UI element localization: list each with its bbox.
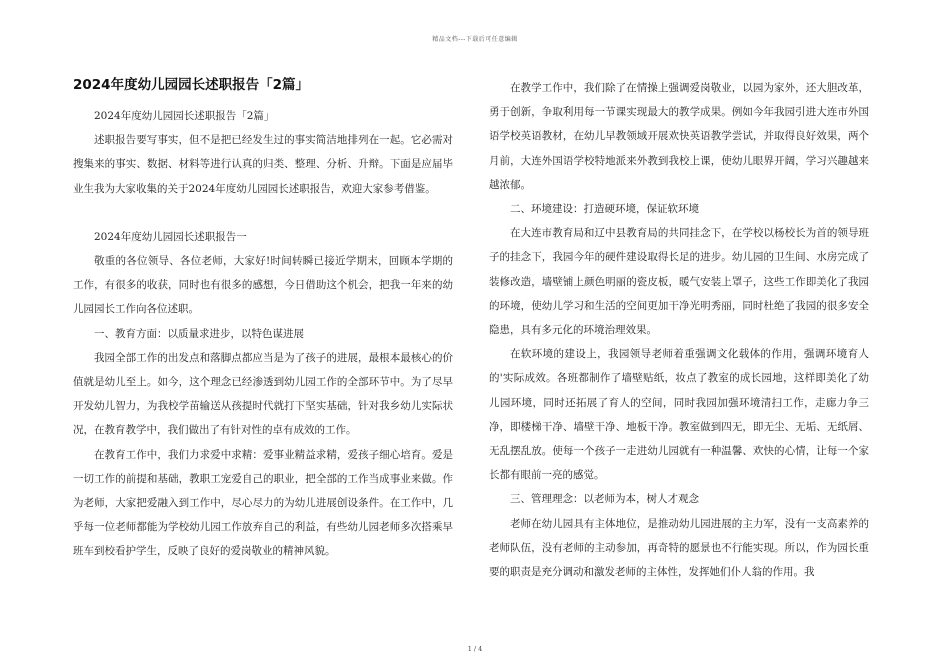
page-header: 精品文档---下载后可任意编辑 — [432, 36, 518, 43]
body-paragraph: 在教学工作中，我们除了在情操上强调爱岗敬业，以园为家外，还大胆改革，勇于创新，争取利用每一节课实现最大的教学成果。例如今年我园引进大连市外国语学校英语教材，在幼儿早教领域开展欢快英语教学尝试，并取得良好效果，两个月前，大连外国语学校特地派来外教到我校上课，使幼儿眼界开阔，学习兴趣越来越浓郁。 — [489, 82, 869, 191]
document-title: 2024年度幼儿园园长述职报告「2篇」 — [73, 77, 309, 93]
heading-management: 三、管理理念：以老师为本，树人才观念 — [510, 493, 699, 506]
heading-environment: 二、环境建设：打造硬环境，保证软环境 — [510, 203, 699, 216]
body-paragraph: 在教育工作中，我们力求爱中求精：爱事业精益求精，爱孩子细心培育。爱是一切工作的前提和基础，教职工宠爱自己的职业，把全部的工作当成事业来做。作为老师，大家把爱融入到工作中，尽心尽力的为幼儿进展创设条件。在工作中，几乎每一位老师都能为学校幼儿园工作放弃自己的利益，有些幼儿园老师多次搭乘早班车到校看护学生，反映了良好的爱岗敬业的精神风貌。 — [73, 448, 453, 558]
body-paragraph: 在大连市教育局和辽中县教育局的共同挂念下，在学校以杨校长为首的领导班子的挂念下，我园今年的硬件建设取得长足的进步。幼儿园的卫生间、水房完成了装修改造，墙壁铺上颜色明丽的瓷皮板，暖气安装上罩子，这些工作即美化了我园的环境，使幼儿学习和生活的空间更加干净光明秀丽，同时杜绝了我园的很多安全隐患，具有多元化的环境治理效果。 — [489, 227, 869, 337]
body-paragraph: 我园全部工作的出发点和落脚点都应当是为了孩子的进展，最根本最核心的价值就是幼儿至上。如今，这个理念已经渗透到幼儿园工作的全部环节中。为了尽早开发幼儿智力，为我校学苗输送从孩提时代就打下坚实基础，针对我乡幼儿实际状况，在教育教学中，我们做出了有针对性的卓有成效的工作。 — [73, 351, 453, 437]
greeting-paragraph: 敬重的各位领导、各位老师，大家好!时间转瞬已接近学期末，回顾本学期的工作，有很多的收获，同时也有很多的感想，今日借助这个机会，把我一年来的幼儿园园长工作向各位述职。 — [73, 255, 453, 316]
left-column — [73, 76, 453, 564]
page-number: 1 / 4 — [467, 645, 483, 653]
section-title: 2024年度幼儿园园长述职报告一 — [94, 230, 247, 243]
heading-education: 一、教育方面：以质量求进步，以特色谋进展 — [94, 327, 304, 340]
paragraph-spacer — [73, 201, 453, 225]
intro-paragraph: 述职报告要写事实，但不是把已经发生过的事实简洁地排列在一起。它必需对搜集来的事实、数据、材料等进行认真的归类、整理、分析、升辩。下面是应届毕业生我为大家收集的关于2024年度幼儿园园长述职报告，欢迎大家参考借鉴。 — [73, 134, 453, 195]
body-paragraph: 老师在幼儿园具有主体地位，是推动幼儿园进展的主力军，没有一支高素养的老师队伍，没有老师的主动参加，再奇特的愿景也不行能实现。所以，作为园长重要的职责是充分调动和激发老师的主体性，发挥她们仆人翁的作用。我 — [489, 517, 869, 579]
body-paragraph: 在软环境的建设上，我园领导老师着重强调文化载体的作用，强调环境育人的'实际成效。各班都制作了墙壁贴纸，妆点了教室的成长园地，这样即美化了幼儿园环境，同时还拓展了育人的空间，同时我园加强环境清扫工作，走廊力争三净，即楼梯干净、墙壁干净、地板干净。教室做到四无，即无尘、无垢、无纸屑、无乱摆乱放。使每一个孩子一走进幼儿园就有一种温馨、欢快的心情，让每一个家长都有眼前一亮的感觉。 — [489, 348, 869, 482]
right-column — [489, 76, 869, 584]
document-subtitle: 2024年度幼儿园园长述职报告「2篇」 — [94, 110, 275, 122]
